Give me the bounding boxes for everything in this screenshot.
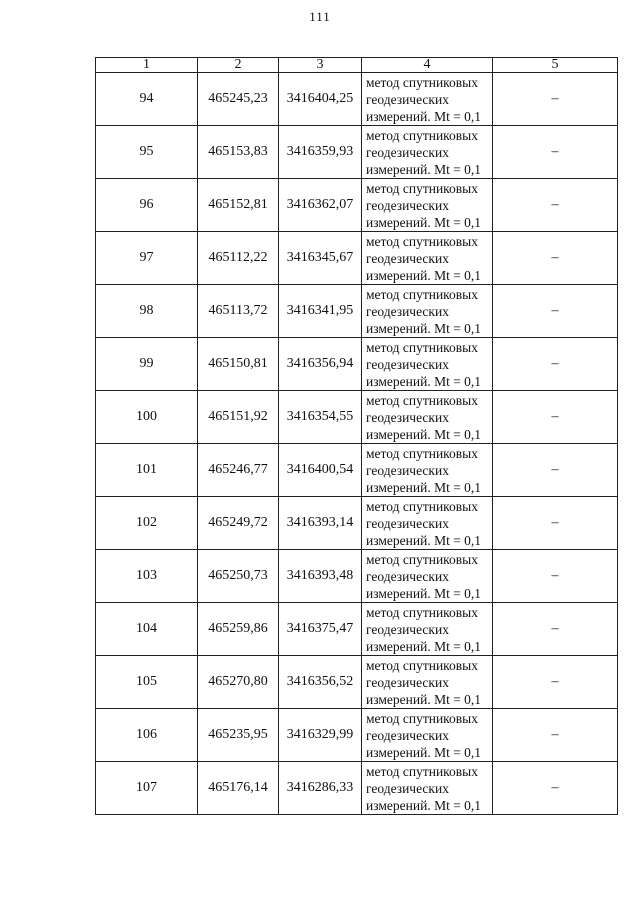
method-line: измерений. Mt = 0,1 [366, 638, 482, 654]
method-line: геодезических [366, 568, 449, 584]
method-cell [362, 391, 493, 444]
y-coordinate-cell: 3416393,14 [279, 497, 362, 550]
method-line: метод спутниковых [366, 127, 478, 143]
method-cell [362, 656, 493, 709]
method-line: измерений. Mt = 0,1 [366, 373, 482, 389]
method-line: метод спутниковых [366, 710, 478, 726]
y-coordinate-cell: 3416345,67 [279, 232, 362, 285]
method-line: измерений. Mt = 0,1 [366, 585, 482, 601]
method-line: метод спутниковых [366, 233, 478, 249]
method-cell [362, 285, 493, 338]
x-coordinate-cell: 465151,92 [198, 391, 279, 444]
note-cell: – [493, 709, 618, 762]
method-cell [362, 709, 493, 762]
table-row [96, 73, 618, 126]
method-line: метод спутниковых [366, 763, 478, 779]
point-number-cell: 100 [96, 391, 198, 444]
point-number-cell: 102 [96, 497, 198, 550]
note-cell: – [493, 73, 618, 126]
note-cell: – [493, 656, 618, 709]
x-coordinate-cell: 465245,23 [198, 73, 279, 126]
x-coordinate-cell: 465250,73 [198, 550, 279, 603]
method-line: измерений. Mt = 0,1 [366, 108, 482, 124]
table-row [96, 285, 618, 338]
table-row [96, 550, 618, 603]
table-row [96, 603, 618, 656]
method-cell [362, 232, 493, 285]
table-row [96, 338, 618, 391]
point-number-cell: 104 [96, 603, 198, 656]
x-coordinate-cell: 465152,81 [198, 179, 279, 232]
point-number-cell: 101 [96, 444, 198, 497]
method-line: метод спутниковых [366, 74, 478, 90]
method-line: измерений. Mt = 0,1 [366, 320, 482, 336]
method-line: измерений. Mt = 0,1 [366, 744, 482, 760]
x-coordinate-cell: 465270,80 [198, 656, 279, 709]
y-coordinate-cell: 3416400,54 [279, 444, 362, 497]
method-cell [362, 179, 493, 232]
point-number-cell: 106 [96, 709, 198, 762]
y-coordinate-cell: 3416375,47 [279, 603, 362, 656]
x-coordinate-cell: 465259,86 [198, 603, 279, 656]
method-line: метод спутниковых [366, 657, 478, 673]
column-header: 1 [96, 58, 198, 73]
point-number-cell: 99 [96, 338, 198, 391]
note-cell: – [493, 550, 618, 603]
x-coordinate-cell: 465176,14 [198, 762, 279, 815]
method-line: метод спутниковых [366, 392, 478, 408]
table-row [96, 179, 618, 232]
note-cell: – [493, 603, 618, 656]
x-coordinate-cell: 465235,95 [198, 709, 279, 762]
y-coordinate-cell: 3416359,93 [279, 126, 362, 179]
method-cell [362, 338, 493, 391]
method-line: геодезических [366, 515, 449, 531]
y-coordinate-cell: 3416354,55 [279, 391, 362, 444]
method-line: измерений. Mt = 0,1 [366, 267, 482, 283]
note-cell: – [493, 179, 618, 232]
note-cell: – [493, 338, 618, 391]
method-line: измерений. Mt = 0,1 [366, 426, 482, 442]
method-line: измерений. Mt = 0,1 [366, 691, 482, 707]
method-cell [362, 73, 493, 126]
table-row [96, 497, 618, 550]
x-coordinate-cell: 465153,83 [198, 126, 279, 179]
note-cell: – [493, 391, 618, 444]
method-line: измерений. Mt = 0,1 [366, 479, 482, 495]
table-row [96, 656, 618, 709]
method-line: геодезических [366, 674, 449, 690]
method-line: метод спутниковых [366, 180, 478, 196]
method-cell [362, 497, 493, 550]
note-cell: – [493, 285, 618, 338]
point-number-cell: 105 [96, 656, 198, 709]
y-coordinate-cell: 3416286,33 [279, 762, 362, 815]
method-line: геодезических [366, 197, 449, 213]
point-number-cell: 97 [96, 232, 198, 285]
note-cell: – [493, 444, 618, 497]
method-line: геодезических [366, 303, 449, 319]
method-line: измерений. Mt = 0,1 [366, 161, 482, 177]
method-cell [362, 603, 493, 656]
method-line: метод спутниковых [366, 498, 478, 514]
method-line: метод спутниковых [366, 604, 478, 620]
method-line: геодезических [366, 727, 449, 743]
page-number: 111 [309, 9, 331, 24]
column-header: 5 [493, 58, 618, 73]
method-cell [362, 444, 493, 497]
table-row [96, 232, 618, 285]
method-line: метод спутниковых [366, 445, 478, 461]
table-row [96, 762, 618, 815]
method-line: измерений. Mt = 0,1 [366, 214, 482, 230]
point-number-cell: 95 [96, 126, 198, 179]
method-line: метод спутниковых [366, 551, 478, 567]
table-header-row [96, 58, 618, 73]
method-line: метод спутниковых [366, 339, 478, 355]
coordinates-table [95, 57, 618, 815]
y-coordinate-cell: 3416393,48 [279, 550, 362, 603]
note-cell: – [493, 762, 618, 815]
method-cell [362, 550, 493, 603]
table-row [96, 709, 618, 762]
table-row [96, 444, 618, 497]
method-line: геодезических [366, 621, 449, 637]
method-cell [362, 762, 493, 815]
method-line: измерений. Mt = 0,1 [366, 797, 482, 813]
point-number-cell: 96 [96, 179, 198, 232]
column-header: 3 [279, 58, 362, 73]
point-number-cell: 98 [96, 285, 198, 338]
x-coordinate-cell: 465249,72 [198, 497, 279, 550]
column-header: 2 [198, 58, 279, 73]
note-cell: – [493, 497, 618, 550]
x-coordinate-cell: 465113,72 [198, 285, 279, 338]
method-line: геодезических [366, 356, 449, 372]
point-number-cell: 107 [96, 762, 198, 815]
table-row [96, 391, 618, 444]
x-coordinate-cell: 465150,81 [198, 338, 279, 391]
note-cell: – [493, 126, 618, 179]
y-coordinate-cell: 3416356,94 [279, 338, 362, 391]
method-line: геодезических [366, 144, 449, 160]
point-number-cell: 94 [96, 73, 198, 126]
method-line: геодезических [366, 409, 449, 425]
x-coordinate-cell: 465112,22 [198, 232, 279, 285]
method-line: измерений. Mt = 0,1 [366, 532, 482, 548]
method-line: метод спутниковых [366, 286, 478, 302]
y-coordinate-cell: 3416356,52 [279, 656, 362, 709]
method-line: геодезических [366, 462, 449, 478]
y-coordinate-cell: 3416362,07 [279, 179, 362, 232]
method-cell [362, 126, 493, 179]
method-line: геодезических [366, 91, 449, 107]
y-coordinate-cell: 3416404,25 [279, 73, 362, 126]
method-line: геодезических [366, 780, 449, 796]
column-header: 4 [362, 58, 493, 73]
y-coordinate-cell: 3416341,95 [279, 285, 362, 338]
y-coordinate-cell: 3416329,99 [279, 709, 362, 762]
table-row [96, 126, 618, 179]
method-line: геодезических [366, 250, 449, 266]
point-number-cell: 103 [96, 550, 198, 603]
note-cell: – [493, 232, 618, 285]
x-coordinate-cell: 465246,77 [198, 444, 279, 497]
